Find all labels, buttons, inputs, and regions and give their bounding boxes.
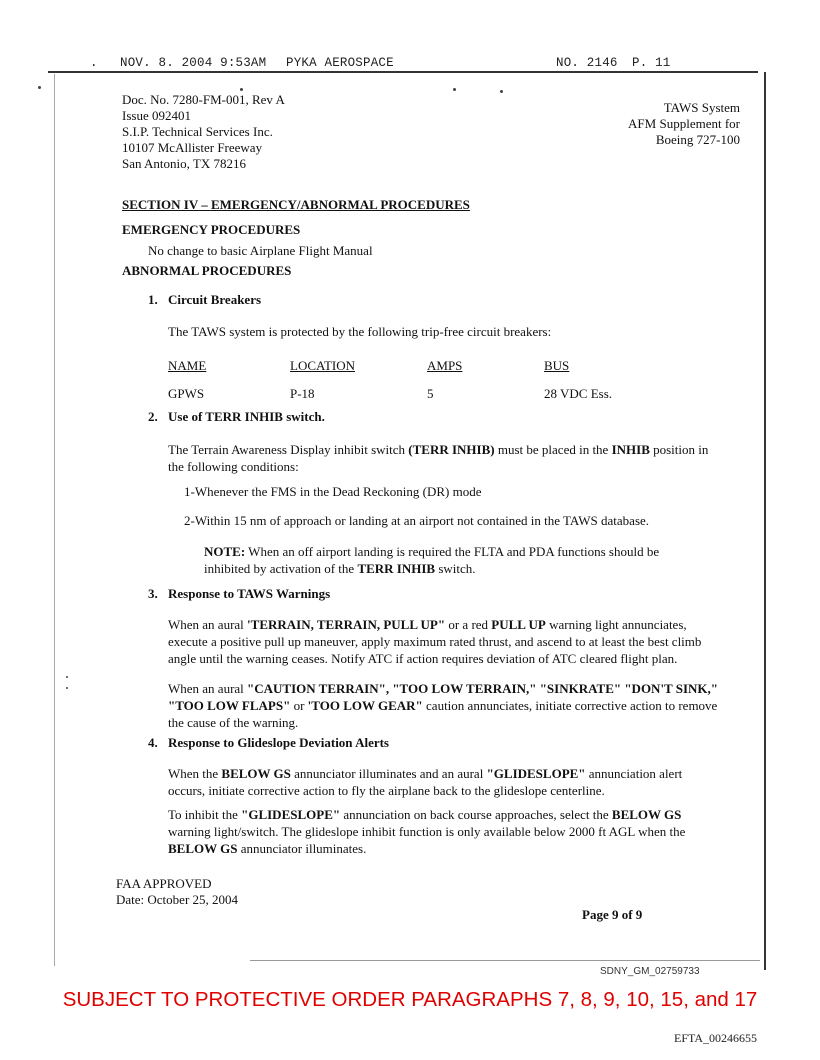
faa-approved: FAA APPROVED [116, 876, 212, 891]
scan-speck [66, 676, 68, 678]
abnormal-heading: ABNORMAL PROCEDURES [122, 263, 292, 278]
item4-paragraph2: To inhibit the "GLIDESLOPE" annunciation on back course approaches, select the BELOW GS warning light/switch. The glideslope inhibit function is only available below 2000 ft AGL when the BELOW GS annunciator illuminates. [168, 807, 686, 856]
item2-number: 2. [148, 409, 158, 424]
left-margin-rule [54, 74, 55, 966]
table-cell-name: GPWS [168, 386, 205, 401]
item1-title: Circuit Breakers [168, 292, 262, 307]
item2-title: Use of TERR INHIB switch. [168, 409, 325, 424]
fax-number: NO. 2146 [556, 56, 618, 70]
emergency-heading: EMERGENCY PROCEDURES [122, 222, 301, 237]
table-header-name: NAME [168, 358, 207, 373]
approval-date: Date: October 25, 2004 [116, 892, 239, 907]
table-cell-location: P-18 [290, 386, 315, 401]
table-cell-amps: 5 [427, 386, 434, 401]
table-header-location: LOCATION [290, 358, 355, 373]
scan-speck [38, 86, 41, 89]
item2-condition1: 1-Whenever the FMS in the Dead Reckoning (DR) mode [184, 484, 482, 499]
doc-title-line1: TAWS System [663, 100, 740, 115]
doc-address-line2: San Antonio, TX 78216 [122, 156, 246, 171]
scan-speck [66, 687, 68, 689]
item2-note: NOTE: When an off airport landing is required the FLTA and PDA functions should be inhibited by activation of the TERR INHIB switch. [204, 544, 660, 576]
page-number: Page 9 of 9 [582, 907, 643, 922]
right-border-rule [764, 72, 766, 970]
doc-title-line2: AFM Supplement for [628, 116, 740, 131]
bates-number: SDNY_GM_02759733 [600, 966, 700, 977]
item3-number: 3. [148, 586, 158, 601]
scan-speck [240, 88, 243, 91]
table-header-bus: BUS [544, 358, 570, 373]
item4-title: Response to Glideslope Deviation Alerts [168, 735, 389, 750]
item2-condition2: 2-Within 15 nm of approach or landing at an airport not contained in the TAWS database. [184, 513, 650, 528]
table-header-amps: AMPS [427, 358, 463, 373]
doc-issue: Issue 092401 [122, 108, 191, 123]
fax-page: P. 11 [632, 56, 671, 70]
fax-header-rule [48, 71, 758, 73]
doc-company: S.I.P. Technical Services Inc. [122, 124, 273, 139]
item3-title: Response to TAWS Warnings [168, 586, 331, 601]
scan-speck [500, 90, 503, 93]
item2-paragraph: The Terrain Awareness Display inhibit switch (TERR INHIB) must be placed in the INHIB position in the following conditions: [168, 442, 709, 474]
protective-order-notice: SUBJECT TO PROTECTIVE ORDER PARAGRAPHS 7, 8, 9, 10, 15, and 17 [62, 988, 758, 1011]
item4-paragraph1: When the BELOW GS annunciator illuminates and an aural "GLIDESLOPE" annunciation alert occurs, initiate corrective action to fly the airplane back to the glideslope centerline. [168, 766, 683, 798]
efta-number: EFTA_00246655 [674, 1031, 758, 1045]
doc-address-line1: 10107 McAllister Freeway [122, 140, 263, 155]
doc-title-line3: Boeing 727-100 [655, 132, 740, 147]
doc-number: Doc. No. 7280-FM-001, Rev A [122, 92, 285, 107]
emergency-text: No change to basic Airplane Flight Manual [148, 243, 373, 258]
item4-number: 4. [148, 735, 158, 750]
fax-sender: PYKA AEROSPACE [286, 56, 394, 70]
bottom-rule [250, 960, 760, 961]
item1-intro: The TAWS system is protected by the following trip-free circuit breakers: [168, 324, 552, 339]
table-cell-bus: 28 VDC Ess. [544, 386, 613, 401]
fax-dot: . [90, 56, 98, 70]
section-title: SECTION IV – EMERGENCY/ABNORMAL PROCEDURES [122, 197, 470, 212]
item3-paragraph1: When an aural 'TERRAIN, TERRAIN, PULL UP" or a red PULL UP warning light annunciates, execute a positive pull up maneuver, apply maximum rated thrust, and ascend to at least the best climb angle until the warning ceases. Notify ATC if action requires deviation of ATC cleared flight plan. [168, 617, 702, 666]
item1-number: 1. [148, 292, 158, 307]
scan-speck [453, 88, 456, 91]
fax-datetime: NOV. 8. 2004 9:53AM [120, 56, 267, 70]
item3-paragraph2: When an aural "CAUTION TERRAIN", "TOO LOW TERRAIN," "SINKRATE" "DON'T SINK," "TOO LOW FLAPS" or 'TOO LOW GEAR" caution annunciates, initiate corrective action to remove the cause of the warning. [168, 681, 718, 730]
